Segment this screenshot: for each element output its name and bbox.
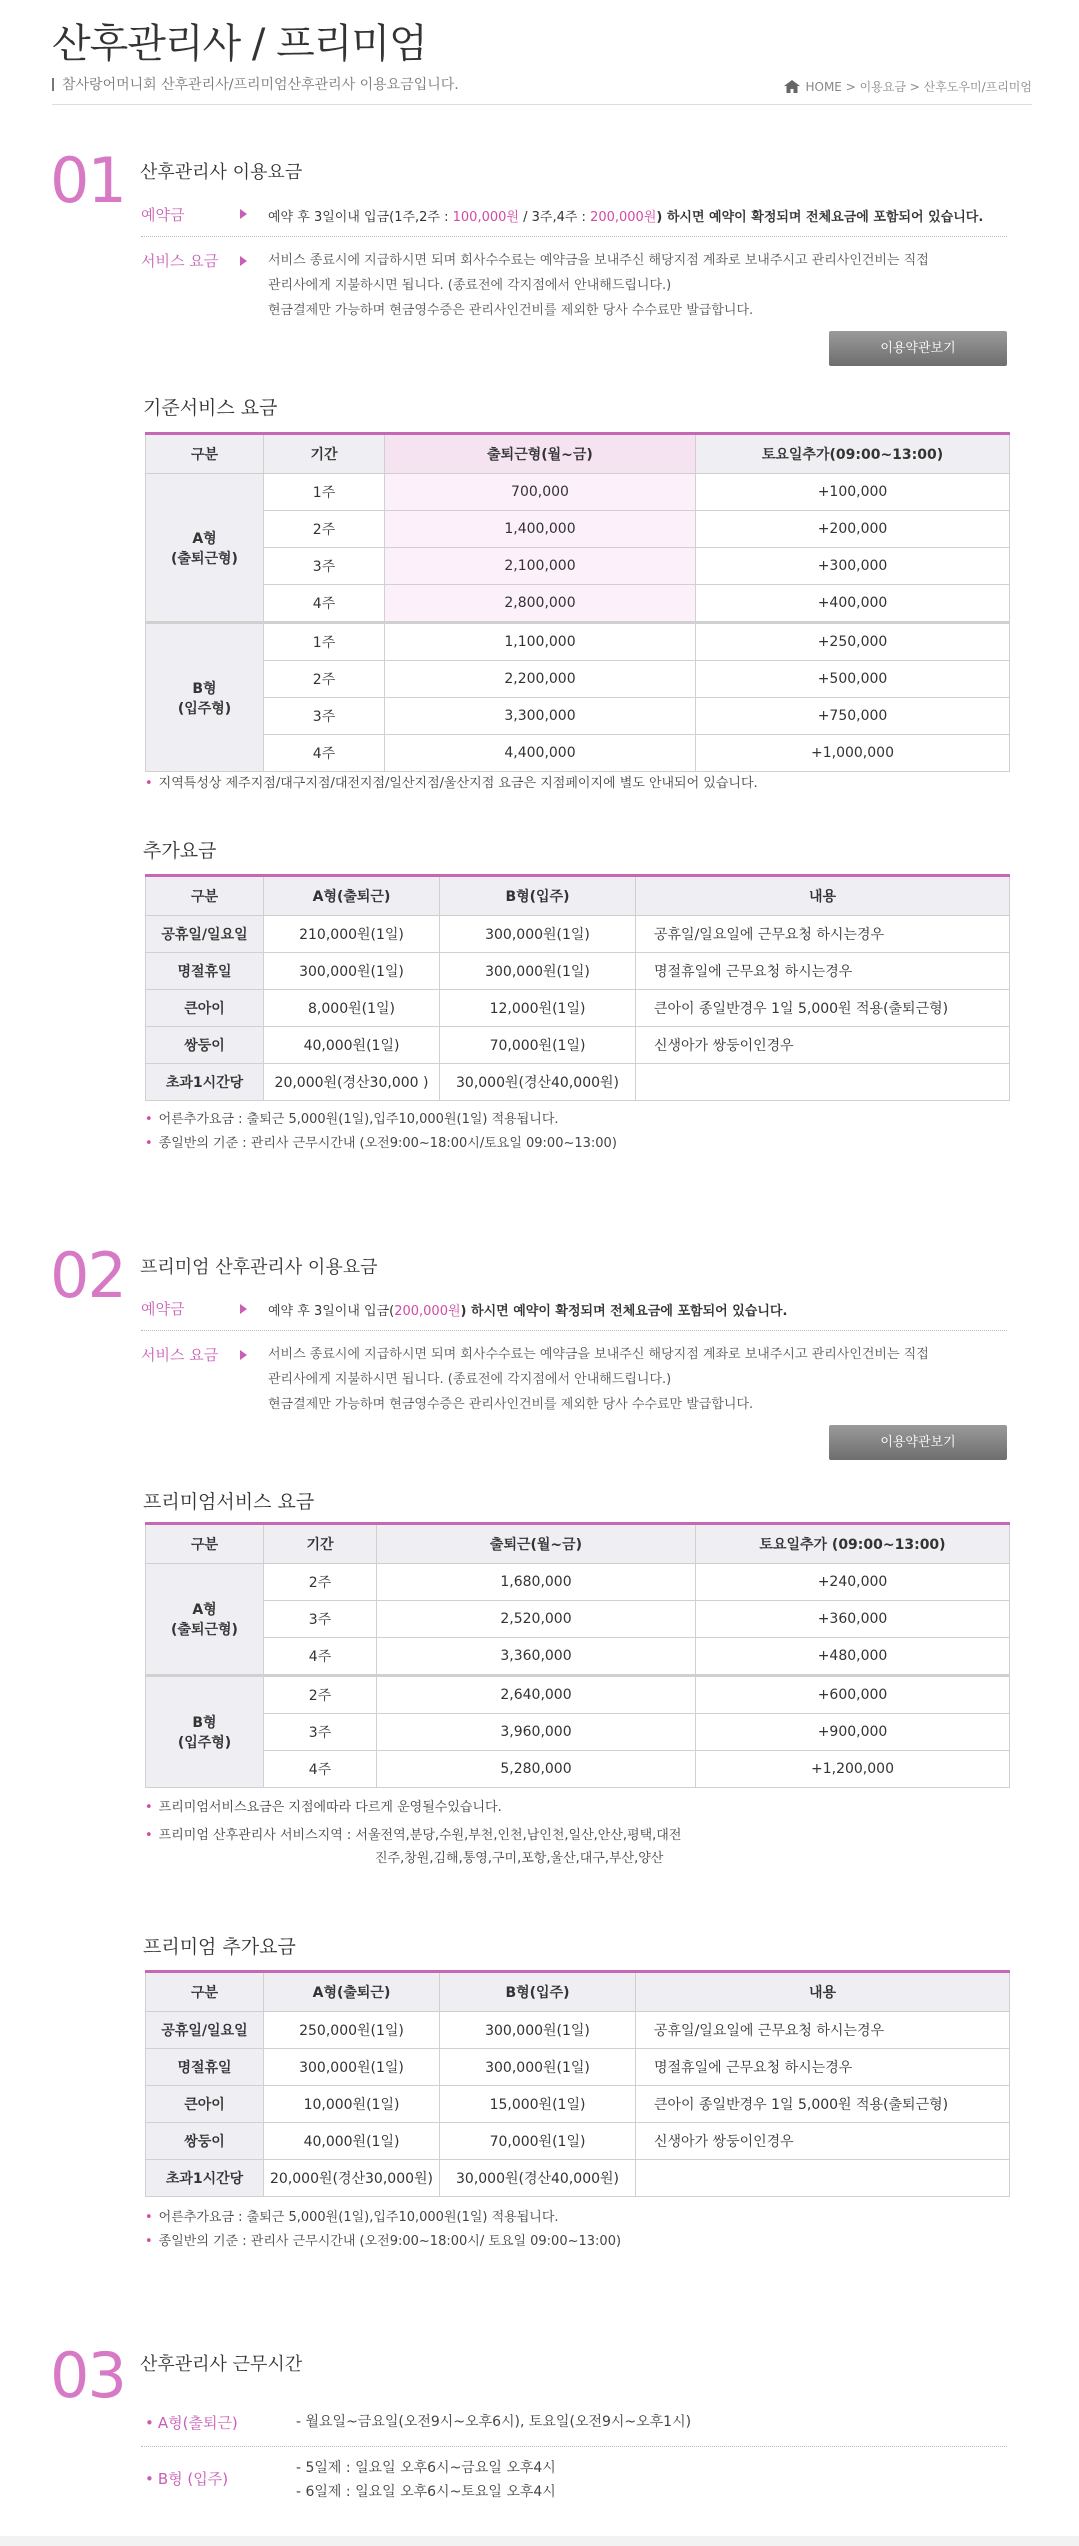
service-notice: 서비스 종료시에 지급하시면 되며 회사수수료는 예약금을 보내주신 해당지점 계좌로 보내주시고 관리사인건비는 직접 관리사에게 지불하시면 됩니다. (종료전에 각지점에서 안내해드립니다.) 현금결제만 가능하며 현금영수증은 관리사인건비를 제외한 당사 수수료만 발급합니다. <box>268 1347 929 1412</box>
table-row: 큰아이 8,000원(1일) 12,000원(1일) 큰아이 종일반경우 1일 5,000원 적용(출퇴근형) <box>146 990 1010 1027</box>
section-number: 01 <box>50 144 125 217</box>
saturday-cell: +100,000 <box>696 474 1010 511</box>
table-row: A형 (출퇴근형) 2주 1,680,000 +240,000 <box>146 1564 1010 1601</box>
col-header: 기간 <box>264 434 385 474</box>
col-header: 토요일추가(09:00~13:00) <box>696 434 1010 474</box>
arrow-right-icon <box>240 1350 247 1360</box>
service-label: 서비스 요금 <box>141 1346 219 1364</box>
table-row <box>146 548 1010 585</box>
col-header: 출퇴근(월~금) <box>377 1524 696 1564</box>
table-row <box>146 474 1010 511</box>
basic-fee-note: • 지역특성상 제주지점/대구지점/대전지점/일산지점/울산지점 요금은 지점페이지에 별도 안내되어 있습니다. <box>145 776 758 791</box>
saturday-cell: +250,000 <box>696 623 1010 661</box>
reserve-text: 예약 후 3일이내 입금(200,000원) 하시면 예약이 확정되며 전체요금에 포함되어 있습니다. <box>268 1304 788 1319</box>
col-header: 구분 <box>146 876 264 916</box>
price-cell: 1,400,000 <box>385 511 696 548</box>
col-header: 구분 <box>146 1524 264 1564</box>
table-row: 3주 3,960,000 +900,000 <box>146 1714 1010 1751</box>
table-row <box>146 585 1010 623</box>
col-header: 토요일추가 (09:00~13:00) <box>696 1524 1010 1564</box>
table-row: 초과1시간당 20,000원(경산30,000 ) 30,000원(경산40,000원) <box>146 1064 1010 1101</box>
basic-fee-table <box>145 432 1010 772</box>
home-icon[interactable] <box>784 80 800 93</box>
extra-fee-table <box>145 874 1010 1101</box>
terms-button[interactable]: 이용약관보기 <box>829 1425 1007 1460</box>
table-row: 4주 3,360,000 +480,000 <box>146 1638 1010 1676</box>
divider <box>141 1330 1007 1331</box>
saturday-cell: +200,000 <box>696 511 1010 548</box>
table-row: 큰아이 10,000원(1일) 15,000원(1일) 큰아이 종일반경우 1일 5,000원 적용(출퇴근형) <box>146 2086 1010 2123</box>
premium-fee-heading: 프리미엄서비스 요금 <box>143 1491 315 1513</box>
price-cell: 2,800,000 <box>385 585 696 623</box>
basic-fee-heading: 기준서비스 요금 <box>143 397 278 419</box>
col-header: 출퇴근형(월~금) <box>385 434 696 474</box>
table-row: 명절휴일 300,000원(1일) 300,000원(1일) 명절휴일에 근무요청 하시는경우 <box>146 953 1010 990</box>
table-row: 명절휴일 300,000원(1일) 300,000원(1일) 명절휴일에 근무요청 하시는경우 <box>146 2049 1010 2086</box>
schedule-a-label: • A형(출퇴근) <box>145 2414 238 2432</box>
period-cell: 1주 <box>264 474 385 511</box>
col-header: 내용 <box>636 876 1010 916</box>
group-label: B형 (입주형) <box>146 623 264 772</box>
price-cell: 2,100,000 <box>385 548 696 585</box>
extra-fee-notes: • 어른추가요금 : 출퇴근 5,000원(1일),입주10,000원(1일) 적용됩니다. • 종일반의 기준 : 관리사 근무시간내 (오전9:00~18:00시/토요일 09:00~13:00) <box>145 1112 617 1151</box>
table-row <box>146 511 1010 548</box>
group-label: A형 (출퇴근형) <box>146 474 264 623</box>
price-cell: 4,400,000 <box>385 735 696 772</box>
table-row: 공휴일/일요일 210,000원(1일) 300,000원(1일) 공휴일/일요일에 근무요청 하시는경우 <box>146 916 1010 953</box>
saturday-cell: +750,000 <box>696 698 1010 735</box>
premium-extra-notes: • 어른추가요금 : 출퇴근 5,000원(1일),입주10,000원(1일) 적용됩니다. • 종일반의 기준 : 관리사 근무시간내 (오전9:00~18:00시/ 토요일 09:00~13:00) <box>145 2210 622 2249</box>
table-row: 3주 2,520,000 +360,000 <box>146 1601 1010 1638</box>
footer-divider <box>0 2536 1079 2546</box>
premium-extra-heading: 프리미엄 추가요금 <box>143 1936 296 1958</box>
col-header: 내용 <box>636 1972 1010 2012</box>
schedule-b-text: - 5일제 : 일요일 오후6시~금요일 오후4시 - 6일제 : 일요일 오후6시~토요일 오후4시 <box>296 2460 556 2500</box>
section-number: 03 <box>50 2339 125 2412</box>
col-header: B형(입주) <box>440 876 636 916</box>
page-description: 참사랑어머니회 산후관리사/프리미엄산후관리사 이용요금입니다. <box>52 74 459 94</box>
col-header: 구분 <box>146 434 264 474</box>
saturday-cell: +400,000 <box>696 585 1010 623</box>
table-row: 4주 5,280,000 +1,200,000 <box>146 1751 1010 1788</box>
table-row: 공휴일/일요일 250,000원(1일) 300,000원(1일) 공휴일/일요일에 근무요청 하시는경우 <box>146 2012 1010 2049</box>
period-cell: 4주 <box>264 585 385 623</box>
section-number: 02 <box>50 1239 125 1312</box>
section-title: 산후관리사 이용요금 <box>140 162 303 183</box>
price-cell: 700,000 <box>385 474 696 511</box>
table-row <box>146 661 1010 698</box>
section-title: 산후관리사 근무시간 <box>140 2354 303 2375</box>
section-title: 프리미엄 산후관리사 이용요금 <box>140 1257 378 1278</box>
col-header: A형(출퇴근) <box>264 1972 440 2012</box>
subheader-bar <box>52 74 1032 105</box>
period-cell: 3주 <box>264 548 385 585</box>
table-row <box>146 623 1010 661</box>
group-label: B형 (입주형) <box>146 1676 264 1788</box>
saturday-cell: +500,000 <box>696 661 1010 698</box>
table-row: 쌍둥이 40,000원(1일) 70,000원(1일) 신생아가 쌍둥이인경우 <box>146 2123 1010 2160</box>
page-title: 산후관리사 / 프리미엄 <box>52 21 427 67</box>
arrow-right-icon <box>240 209 247 219</box>
extra-fee-heading: 추가요금 <box>143 840 217 862</box>
premium-extra-table <box>145 1970 1010 2197</box>
col-header: 구분 <box>146 1972 264 2012</box>
table-row <box>146 698 1010 735</box>
divider <box>141 236 1007 237</box>
saturday-cell: +300,000 <box>696 548 1010 585</box>
period-cell: 3주 <box>264 698 385 735</box>
period-cell: 1주 <box>264 623 385 661</box>
table-row <box>146 735 1010 772</box>
col-header: 기간 <box>264 1524 377 1564</box>
col-header: B형(입주) <box>440 1972 636 2012</box>
breadcrumb-text[interactable]: HOME > 이용요금 > 산후도우미/프리미엄 <box>805 80 1032 94</box>
service-notice: 서비스 종료시에 지급하시면 되며 회사수수료는 예약금을 보내주신 해당지점 계좌로 보내주시고 관리사인건비는 직접 관리사에게 지불하시면 됩니다. (종료전에 각지점에서 안내해드립니다.) 현금결제만 가능하며 현금영수증은 관리사인건비를 제외한 당사 수수료만 발급합니다. <box>268 253 929 318</box>
group-label: A형 (출퇴근형) <box>146 1564 264 1676</box>
table-row: B형 (입주형) 2주 2,640,000 +600,000 <box>146 1676 1010 1714</box>
reserve-label: 예약금 <box>141 1300 185 1318</box>
period-cell: 2주 <box>264 661 385 698</box>
divider <box>141 2446 1007 2447</box>
price-cell: 1,100,000 <box>385 623 696 661</box>
period-cell: 2주 <box>264 511 385 548</box>
reserve-text: 예약 후 3일이내 입금(1주,2주 : 100,000원 / 3주,4주 : 200,000원) 하시면 예약이 확정되며 전체요금에 포함되어 있습니다. <box>268 210 984 225</box>
schedule-b-label: • B형 (입주) <box>145 2470 229 2488</box>
price-cell: 3,300,000 <box>385 698 696 735</box>
saturday-cell: +1,000,000 <box>696 735 1010 772</box>
table-row: 쌍둥이 40,000원(1일) 70,000원(1일) 신생아가 쌍둥이인경우 <box>146 1027 1010 1064</box>
col-header: A형(출퇴근) <box>264 876 440 916</box>
reserve-label: 예약금 <box>141 206 185 224</box>
schedule-a-text: - 월요일~금요일(오전9시~오후6시), 토요일(오전9시~오후1시) <box>296 2414 692 2430</box>
price-cell: 2,200,000 <box>385 661 696 698</box>
arrow-right-icon <box>240 256 247 266</box>
premium-fee-notes: • 프리미엄서비스요금은 지점에따라 다르게 운영될수있습니다. • 프리미엄 산후관리사 서비스지역 : 서울전역,분당,수원,부천,인천,남인천,일산,안산,평택,대전 진주,창원,김해,통영,구미,포항,울산,대구,부산,양산 <box>145 1800 682 1866</box>
arrow-right-icon <box>240 1304 247 1314</box>
premium-fee-table <box>145 1522 1010 1788</box>
table-row: 초과1시간당 20,000원(경산30,000원) 30,000원(경산40,000원) <box>146 2160 1010 2197</box>
period-cell: 4주 <box>264 735 385 772</box>
breadcrumb <box>784 78 1032 95</box>
service-label: 서비스 요금 <box>141 252 219 270</box>
terms-button[interactable]: 이용약관보기 <box>829 331 1007 366</box>
